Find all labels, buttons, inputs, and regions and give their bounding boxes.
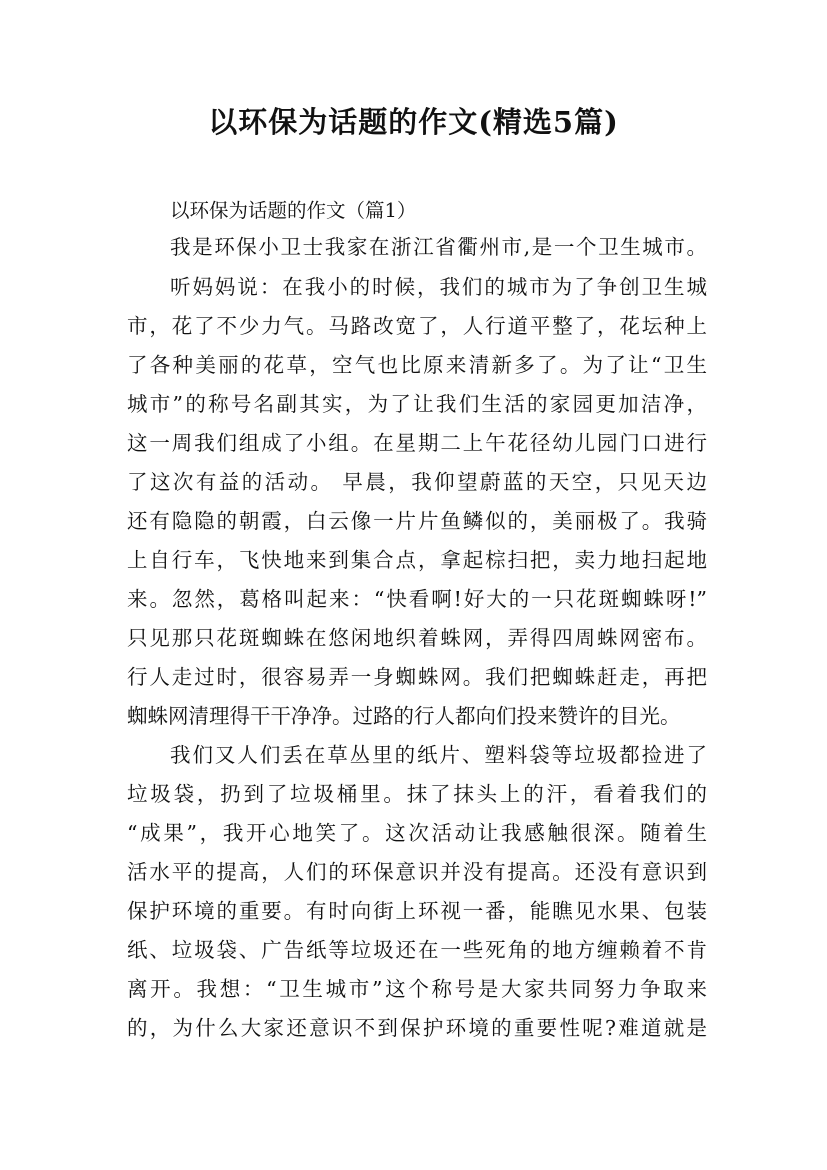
paragraph-line: 听妈妈说：在我小的时候，我们的城市为了争创卫生城 bbox=[170, 275, 707, 299]
section-heading: 以环保为话题的作文（篇1） bbox=[170, 199, 417, 222]
paragraph-line: 还有隐隐的朝霞，白云像一片片鱼鳞似的，美丽极了。我骑 bbox=[127, 509, 707, 533]
paragraph-line: 市，花了不少力气。马路改宽了，人行道平整了，花坛种上 bbox=[127, 314, 707, 338]
paragraph-line: 活水平的提高，人们的环保意识并没有提高。还没有意识到 bbox=[127, 860, 707, 884]
paragraph-line: 城市”的称号名副其实，为了让我们生活的家园更加洁净， bbox=[127, 392, 707, 416]
paragraph-line: 我们又人们丢在草丛里的纸片、塑料袋等垃圾都捡进了 bbox=[170, 743, 707, 767]
paragraph-line: 来。忽然，葛格叫起来：“快看啊!好大的一只花斑蜘蛛呀!” bbox=[127, 587, 707, 611]
paragraph-line: 蜘蛛网清理得干干净净。过路的行人都向们投来赞许的目光。 bbox=[127, 704, 681, 728]
paragraph-line: 纸、垃圾袋、广告纸等垃圾还在一些死角的地方缠赖着不肯 bbox=[127, 938, 707, 962]
paragraph-line: 这一周我们组成了小组。在星期二上午花径幼儿园门口进行 bbox=[127, 431, 707, 455]
paragraph-line: 离开。我想：“卫生城市”这个称号是大家共同努力争取来 bbox=[127, 977, 707, 1001]
paragraph-line: 我是环保小卫士我家在浙江省衢州市,是一个卫生城市。 bbox=[170, 235, 707, 259]
document-title: 以环保为话题的作文(精选5篇) bbox=[208, 105, 619, 139]
paragraph-line: 保护环境的重要。有时向街上环视一番，能瞧见水果、包装 bbox=[127, 899, 707, 923]
paragraph-line: 了各种美丽的花草，空气也比原来清新多了。为了让“卫生 bbox=[127, 353, 707, 377]
paragraph-line: 垃圾袋，扔到了垃圾桶里。抹了抹头上的汗，看着我们的 bbox=[127, 782, 707, 806]
paragraph-line: 行人走过时，很容易弄一身蜘蛛网。我们把蜘蛛赶走，再把 bbox=[127, 665, 707, 689]
paragraph-line: “成果”，我开心地笑了。这次活动让我感触很深。随着生 bbox=[127, 821, 707, 845]
paragraph-line: 上自行车，飞快地来到集合点，拿起棕扫把，卖力地扫起地 bbox=[127, 548, 707, 572]
paragraph-line: 了这次有益的活动。 早晨，我仰望蔚蓝的天空，只见天边 bbox=[127, 470, 707, 494]
paragraph-line: 只见那只花斑蜘蛛在悠闲地织着蛛网，弄得四周蛛网密布。 bbox=[127, 626, 707, 650]
paragraph-line: 的，为什么大家还意识不到保护环境的重要性呢?难道就是 bbox=[127, 1016, 707, 1040]
